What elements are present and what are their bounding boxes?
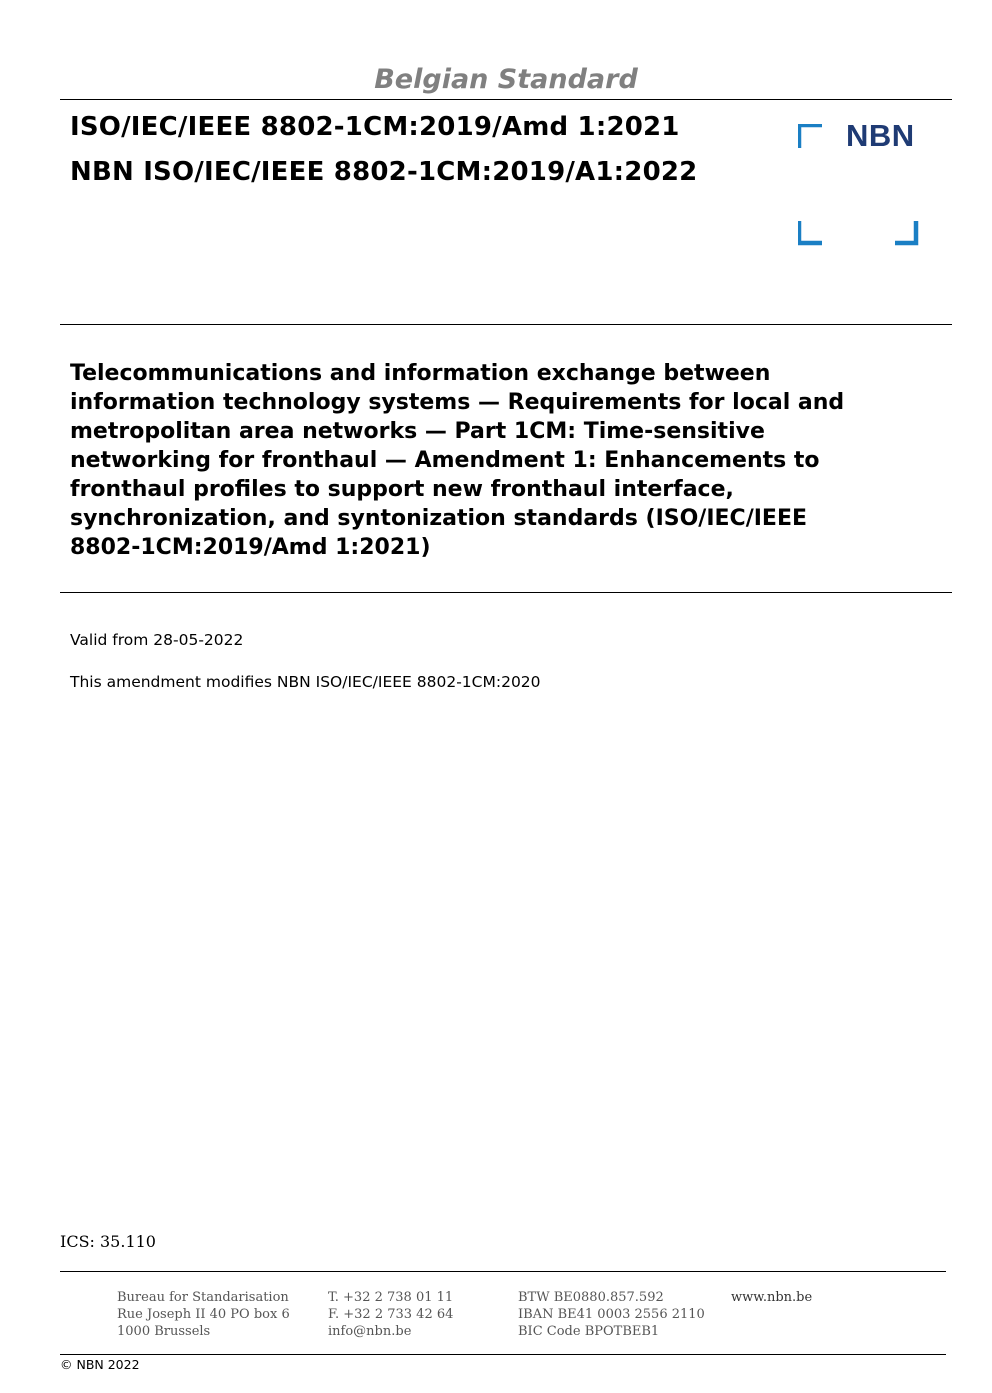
footer-iban: IBAN BE41 0003 2556 2110 xyxy=(518,1307,705,1322)
title-line: Telecommunications and information exchange between xyxy=(70,361,771,386)
footer-contact xyxy=(328,1289,453,1340)
footer-website-link[interactable]: www.nbn.be xyxy=(731,1290,813,1305)
modifies-text: This amendment modifies NBN ISO/IEC/IEEE 8802-1CM:2020 xyxy=(70,673,541,691)
footer-email-link[interactable]: info@nbn.be xyxy=(328,1324,412,1339)
footer-address-line: Bureau for Standarisation xyxy=(117,1290,289,1305)
document-type-label: Belgian Standard xyxy=(374,64,638,95)
title-line: fronthaul profiles to support new fronthaul interface, xyxy=(70,477,734,502)
header-divider xyxy=(60,99,952,100)
copyright-text: © NBN 2022 xyxy=(60,1357,140,1372)
footer-bic: BIC Code BPOTBEB1 xyxy=(518,1324,660,1339)
footer-top-divider xyxy=(60,1271,946,1272)
iso-standard-number: ISO/IEC/IEEE 8802-1CM:2019/Amd 1:2021 xyxy=(70,112,680,142)
footer-vat: BTW BE0880.857.592 xyxy=(518,1290,664,1305)
title-bottom-divider xyxy=(60,592,952,593)
title-line: synchronization, and syntonization standards (ISO/IEC/IEEE xyxy=(70,506,808,531)
title-line: metropolitan area networks — Part 1CM: Time-sensitive xyxy=(70,419,765,444)
title-line: networking for fronthaul — Amendment 1: Enhancements to xyxy=(70,448,820,473)
footer-bank-details xyxy=(518,1289,705,1340)
nbn-standard-number: NBN ISO/IEC/IEEE 8802-1CM:2019/A1:2022 xyxy=(70,157,698,187)
title-top-divider xyxy=(60,324,952,325)
title-line: information technology systems — Requirements for local and xyxy=(70,390,845,415)
footer-address-line: Rue Joseph II 40 PO box 6 xyxy=(117,1307,290,1322)
document-title xyxy=(70,359,910,562)
valid-from-text: Valid from 28-05-2022 xyxy=(70,631,244,649)
footer-phone: T. +32 2 738 01 11 xyxy=(328,1290,454,1305)
title-line: 8802-1CM:2019/Amd 1:2021) xyxy=(70,535,431,560)
ics-code: ICS: 35.110 xyxy=(60,1232,156,1251)
footer-address xyxy=(117,1289,290,1340)
footer-fax: F. +32 2 733 42 64 xyxy=(328,1307,454,1322)
footer-address-line: 1000 Brussels xyxy=(117,1324,211,1339)
nbn-logo-text: NBN xyxy=(846,118,915,153)
footer-bottom-divider xyxy=(60,1354,946,1355)
